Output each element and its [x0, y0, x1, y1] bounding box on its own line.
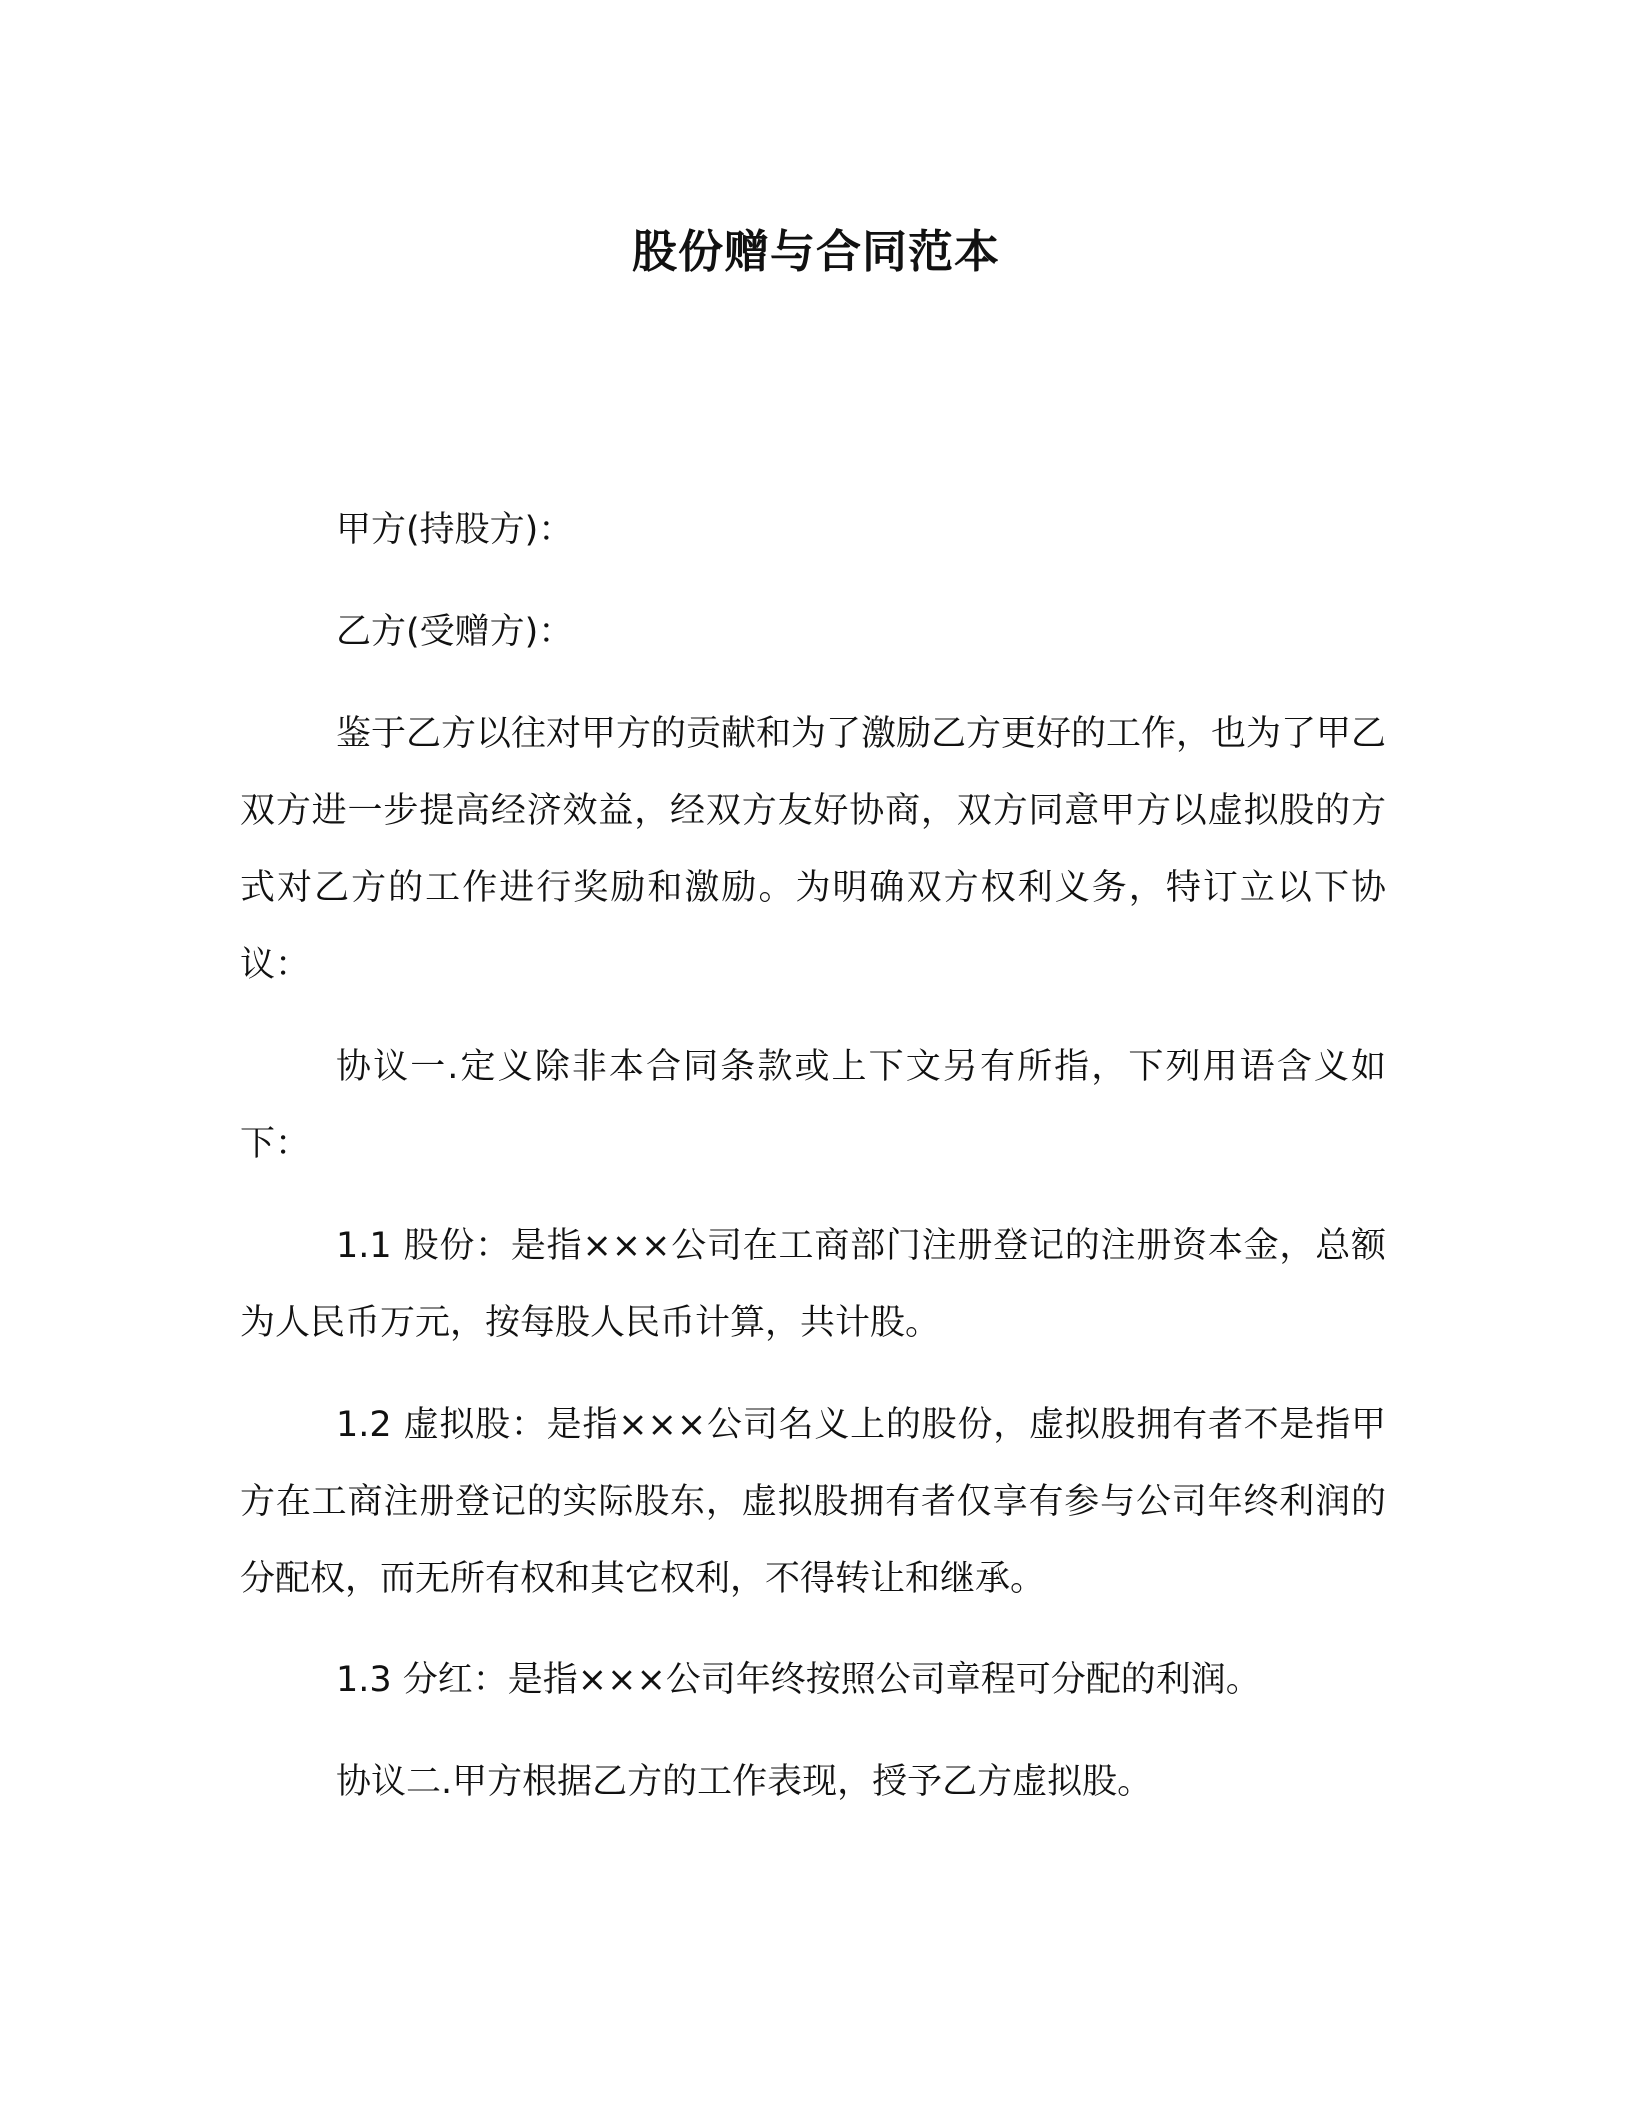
document-title: 股份赠与合同范本: [631, 225, 1000, 278]
preamble-paragraph: 鉴于乙方以往对甲方的贡献和为了激励乙方更好的工作，也为了甲乙双方进一步提高经济效益，经双方友好协商，双方同意甲方以虚拟股的方式对乙方的工作进行奖励和激励。为明确双方权利义务，特订立以下协议：: [240, 714, 1387, 985]
document-body: [240, 492, 1386, 1821]
article-one-heading: 协议一.定义除非本合同条款或上下文另有所指，下列用语含义如下：: [240, 1047, 1386, 1164]
clause-1-1: 1.1 股份：是指×××公司在工商部门注册登记的注册资本金，总额为人民币万元，按每股人民币计算，共计股。: [240, 1226, 1386, 1343]
clause-1-2: 1.2 虚拟股：是指×××公司名义上的股份，虚拟股拥有者不是指甲方在工商注册登记的实际股东，虚拟股拥有者仅享有参与公司年终利润的分配权，而无所有权和其它权利，不得转让和继承。: [240, 1405, 1386, 1599]
party-a-line: 甲方(持股方)：: [336, 510, 574, 550]
article-two: 协议二.甲方根据乙方的工作表现，授予乙方虚拟股。: [336, 1762, 1153, 1802]
clause-1-3: 1.3 分红：是指×××公司年终按照公司章程可分配的利润。: [336, 1660, 1261, 1700]
party-b-line: 乙方(受赠方)：: [336, 612, 574, 652]
